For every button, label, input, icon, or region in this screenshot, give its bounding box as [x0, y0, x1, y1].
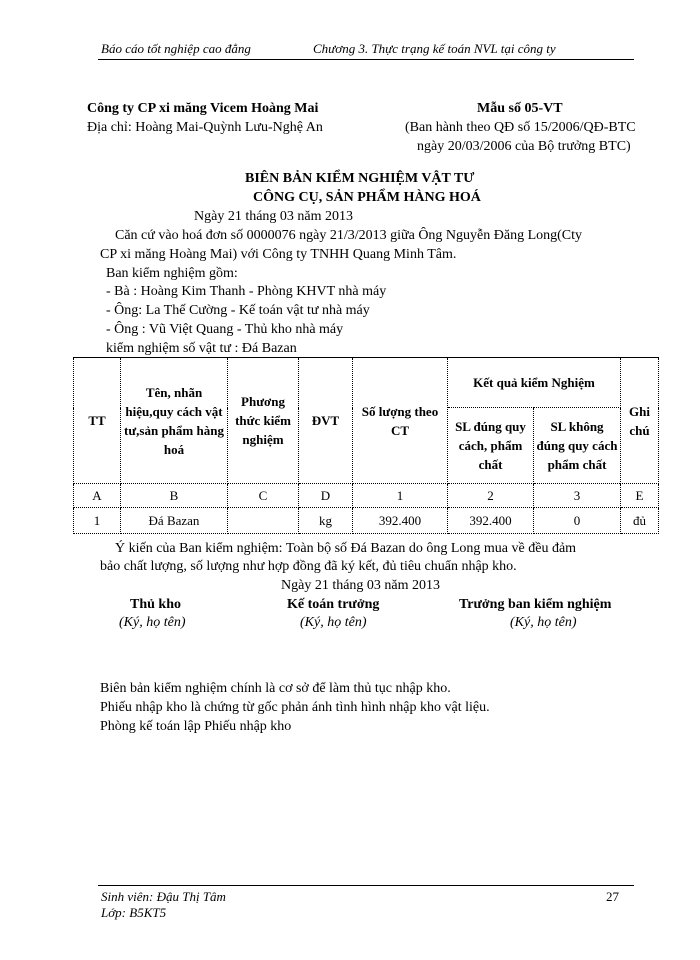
running-header-right: Chương 3. Thực trạng kế toán NVL tại công ty [313, 41, 556, 56]
header-note: Ghi chú [621, 358, 659, 484]
page-number: 27 [606, 889, 619, 904]
footer-class: Lớp: B5KT5 [101, 905, 167, 920]
header-qty: Số lượng theo CT [353, 358, 448, 484]
table-cell-qty: 392.400 [353, 508, 448, 534]
signature-role: Trưởng ban kiểm nghiệm [459, 597, 612, 612]
basis-line1: Căn cứ vào hoá đơn số 0000076 ngày 21/3/2013 giữa Ông Nguyễn Đăng Long(Cty [115, 228, 583, 243]
header-unit: ĐVT [299, 358, 353, 484]
form-code: Mẫu số 05-VT [477, 101, 563, 116]
note-line: Phiếu nhập kho là chứng từ gốc phản ánh tình hình nhập kho vật liệu. [100, 700, 490, 715]
table-cell-not-ok: 0 [534, 508, 621, 534]
table-cell-note: đủ [621, 508, 659, 534]
opinion-line1: Ý kiến của Ban kiểm nghiệm: Toàn bộ số Đá Bazan do ông Long mua về đều đảm [115, 541, 577, 556]
company-address: Địa chỉ: Hoàng Mai-Quỳnh Lưu-Nghệ An [87, 120, 323, 135]
signature-note: (Ký, họ tên) [300, 615, 367, 630]
company-name: Công ty CP xi măng Vicem Hoàng Mai [87, 101, 319, 116]
signature-note: (Ký, họ tên) [510, 615, 577, 630]
code-cell: D [299, 484, 353, 508]
signature-note: (Ký, họ tên) [119, 615, 186, 630]
committee-member: - Ông : Vũ Việt Quang - Thủ kho nhà máy [106, 322, 344, 337]
running-header-left: Báo cáo tốt nghiệp cao đẳng [101, 41, 251, 56]
note-line: Biên bản kiểm nghiệm chính là cơ sở để làm thủ tục nhập kho. [100, 681, 451, 696]
code-cell: 2 [448, 484, 534, 508]
code-cell: A [74, 484, 121, 508]
header-result-group: Kết quả kiểm Nghiệm [448, 358, 621, 408]
table-cell-unit: kg [299, 508, 353, 534]
committee-intro: Ban kiểm nghiệm gồm: [106, 266, 238, 281]
note-line: Phòng kế toán lập Phiếu nhập kho [100, 719, 292, 734]
code-cell: C [228, 484, 299, 508]
header-rule [98, 59, 634, 60]
header-not-ok: SL không đúng quy cách phẩm chất [534, 408, 621, 484]
footer-student: Sinh viên: Đậu Thị Tâm [101, 889, 226, 904]
basis-line2: CP xi măng Hoàng Mai) với Công ty TNHH Quang Minh Tâm. [100, 247, 457, 262]
table-cell-ok: 392.400 [448, 508, 534, 534]
header-ok: SL đúng quy cách, phẩm chất [448, 408, 534, 484]
signature-role: Thủ kho [130, 597, 181, 612]
table-cell-name: Đá Bazan [121, 508, 228, 534]
header-name: Tên, nhãn hiệu,quy cách vật tư,sản phẩm hàng hoá [121, 358, 228, 484]
opinion-line2: bảo chất lượng, số lượng như hợp đồng đã ký kết, đủ tiêu chuẩn nhập kho. [100, 559, 517, 574]
date-bottom: Ngày 21 tháng 03 năm 2013 [281, 578, 441, 593]
code-cell: 3 [534, 484, 621, 508]
table-cell-method [228, 508, 299, 534]
signature-role: Kế toán trưởng [287, 597, 380, 612]
code-cell: E [621, 484, 659, 508]
committee-member: - Ông: La Thế Cường - Kế toán vật tư nhà máy [106, 303, 370, 318]
inspection-subject: kiểm nghiệm số vật tư : Đá Bazan [106, 341, 297, 356]
document-title-line2: CÔNG CỤ, SẢN PHẨM HÀNG HOÁ [253, 190, 481, 205]
footer-rule [98, 885, 634, 886]
committee-member: - Bà : Hoàng Kim Thanh - Phòng KHVT nhà máy [106, 284, 387, 299]
header-tt: TT [74, 358, 121, 484]
code-cell: 1 [353, 484, 448, 508]
code-cell: B [121, 484, 228, 508]
table-cell-tt: 1 [74, 508, 121, 534]
inspection-table [73, 357, 659, 534]
document-title-line1: BIÊN BẢN KIỂM NGHIỆM VẬT TƯ [245, 171, 475, 186]
form-issued-line1: (Ban hành theo QĐ số 15/2006/QĐ-BTC [405, 120, 636, 135]
form-issued-line2: ngày 20/03/2006 của Bộ trưởng BTC) [417, 139, 631, 154]
header-method: Phương thức kiểm nghiệm [228, 358, 299, 484]
date-top: Ngày 21 tháng 03 năm 2013 [194, 209, 354, 224]
